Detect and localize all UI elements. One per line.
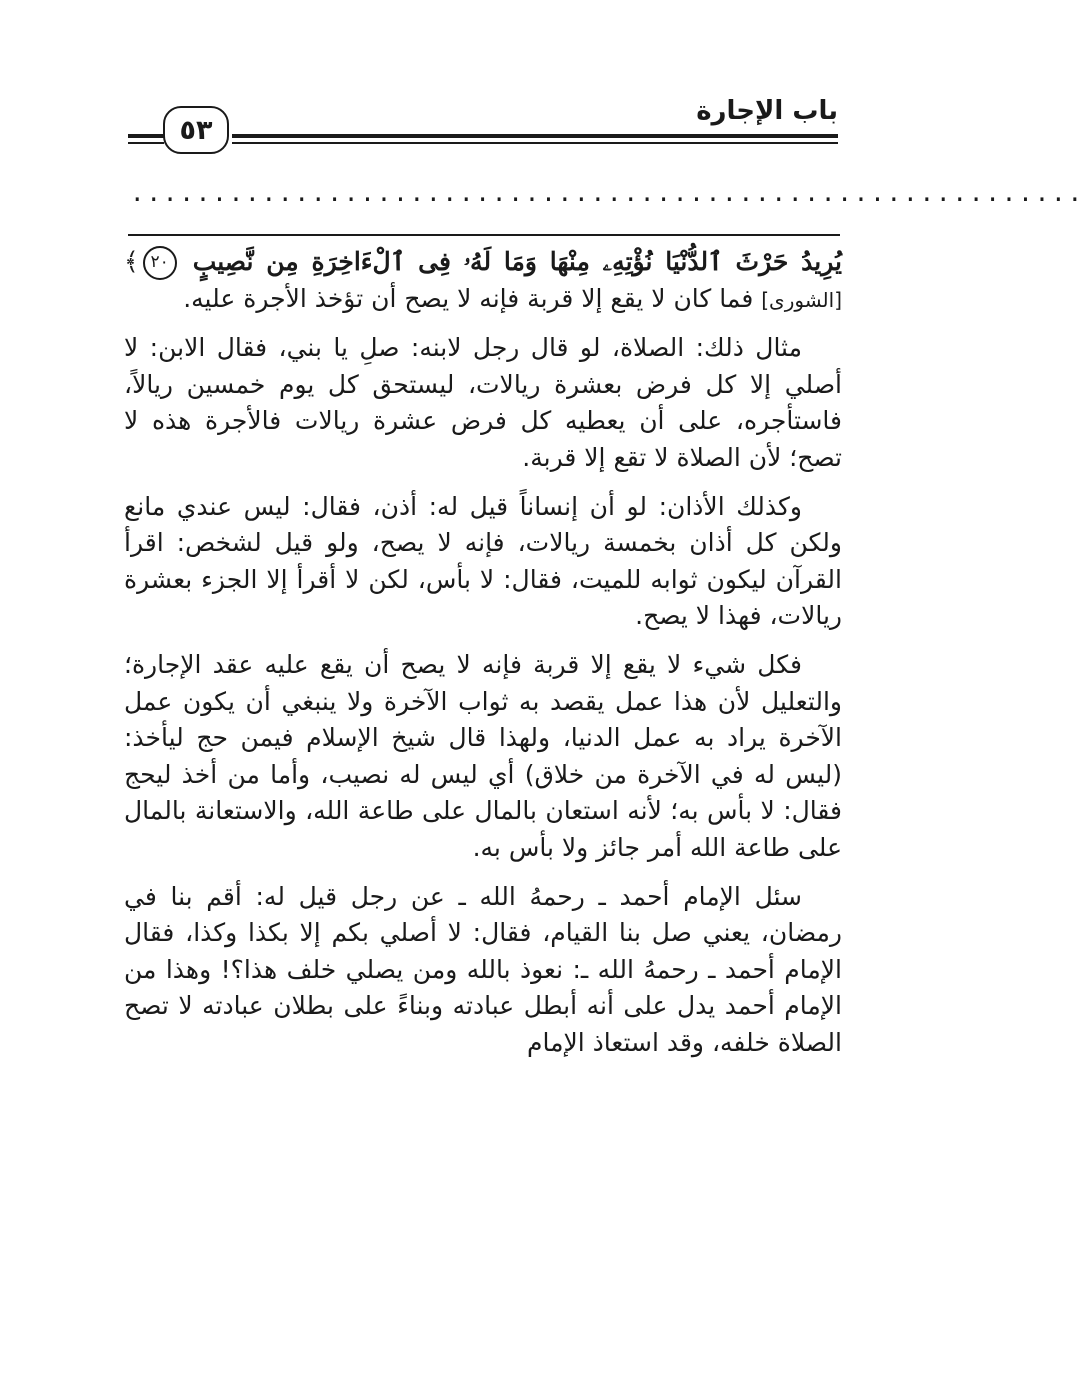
verse-close-bracket: ﴾ [124, 247, 139, 276]
surah-reference: [الشورى] [761, 287, 842, 312]
paragraph-1: فما كان لا يقع إلا قربة فإنه لا يصح أن تؤخذ الأجرة عليه. [183, 283, 754, 313]
paragraph-3: وكذلك الأذان: لو أن إنساناً قيل له: أذن، فقال: ليس عندي مانع ولكن كل أذان بخمسة ريالات، فإنه لا يصح، ولو قيل لشخص: اقرأ القرآن ليكون ثوابه للميت، فقال: لا بأس، لكن لا أقرأ إلا الجزء بعشرة ريالات، فهذا لا يصح. [124, 491, 842, 631]
chapter-title: باب الإجارة [696, 96, 838, 126]
paragraph-5: سئل الإمام أحمد ـ رحمهُ الله ـ عن رجل قيل له: أقم بنا في رمضان، يعني صل بنا القيام، فقال: لا أصلي بكم إلا بكذا وكذا، فقال الإمام أحمد ـ رحمهُ الله ـ: نعوذ بالله ومن يصلي خلف هذا؟! وهذا من الإمام أحمد يدل على أنه أبطل عبادته وبناءً على بطلان عبادته لا تصح الصلاة خلفه، وقد استعاذ الإمام [124, 881, 842, 1057]
header-rule-thick [232, 134, 838, 138]
header-rule-left-thin [128, 142, 164, 144]
dotted-separator: .......................................................... [130, 179, 1084, 207]
paragraph-2: مثال ذلك: الصلاة، لو قال رجل لابنه: صلِ يا بني، فقال الابن: لا أصلي إلا كل فرض بعشرة ريالات، ليستحق كل يوم خمسين ريالاً، فاستأجره، على أن يعطيه كل فرض عشرة ريالات فالأجرة هذه لا تصح؛ لأن الصلاة لا تقع إلا قربة. [124, 333, 842, 472]
paragraph-4: فكل شيء لا يقع إلا قربة فإنه لا يصح أن يقع عليه عقد الإجارة؛ والتعليل لأن هذا عمل يقصد به ثواب الآخرة ولا ينبغي أن يكون عمل الآخرة يراد به عمل الدنيا، ولهذا قال شيخ الإسلام فيمن حج ليأخذ: (ليس له في الآخرة من خلاق) أي ليس له نصيب، وأما من أخذ ليحج فقال: لا بأس به؛ لأنه استعان بالمال على طاعة الله، والاستعانة بالمال على طاعة الله أمر جائز ولا بأس به. [124, 649, 842, 862]
header-rule-thin [232, 142, 838, 144]
quran-verse: يُرِيدُ حَرْثَ ٱلدُّنْيَا نُؤْتِهِۦ مِنْهَا وَمَا لَهُۥ فِى ٱلْءَاخِرَةِ مِن نَّصِيبٍ [192, 247, 842, 276]
ayah-number-marker: ٢٠ [143, 246, 177, 280]
header-rule-left-thick [128, 134, 164, 138]
section-divider [128, 234, 840, 236]
page-number: ٥٣ [163, 106, 229, 154]
verse-paragraph [124, 244, 842, 318]
page-body [124, 244, 842, 1073]
